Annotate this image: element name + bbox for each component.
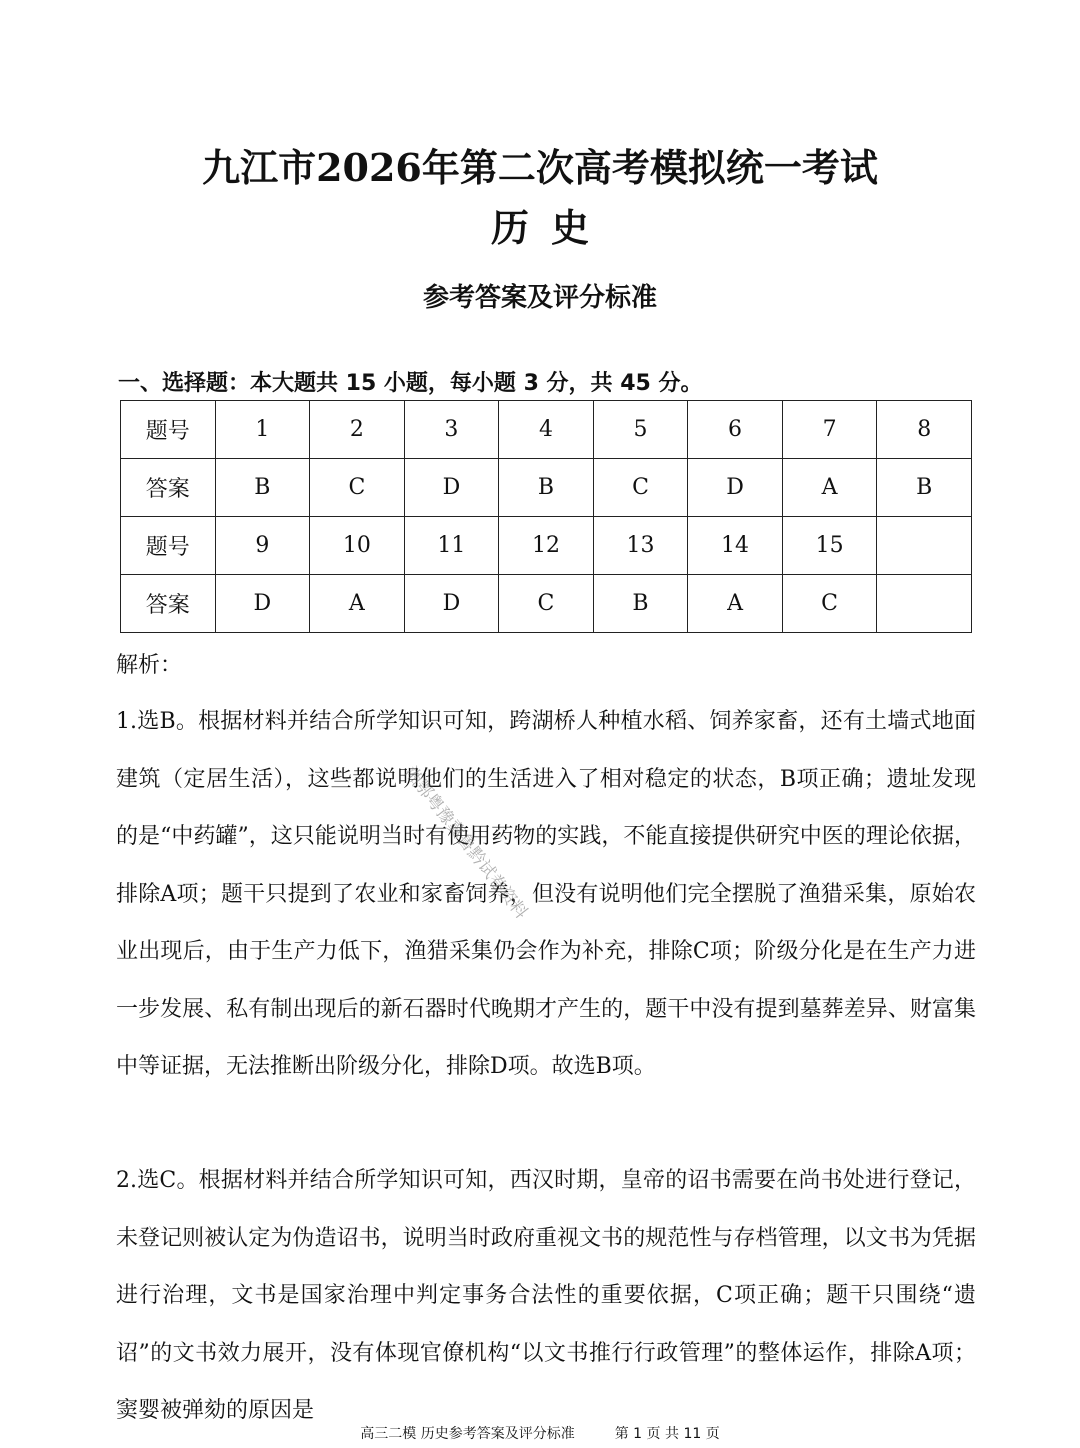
- page-footer: [0, 1424, 1080, 1444]
- table-cell: 14: [688, 517, 783, 575]
- table-row-label: 题号: [121, 517, 216, 575]
- table-row-label: 题号: [121, 401, 216, 459]
- analysis-paragraph-1: 1.选B。根据材料并结合所学知识可知，跨湖桥人种植水稻、饲养家畜，还有土墙式地面建筑（定居生活），这些都说明他们的生活进入了相对稳定的状态，B项正确；遗址发现的是“中药罐”，这只能说明当时有使用药物的实践，不能直接提供研究中医的理论依据，排除A项；题干只提到了农业和家畜饲养，但没有说明他们完全摆脱了渔猎采集，原始农业出现后，由于生产力低下，渔猎采集仍会作为补充，排除C项；阶级分化是在生产力进一步发展、私有制出现后的新石器时代晚期才产生的，题干中没有提到墓葬差异、财富集中等证据，无法推断出阶级分化，排除D项。故选B项。: [116, 709, 976, 1079]
- answer-table: [120, 400, 972, 633]
- table-cell: B: [593, 575, 688, 633]
- table-cell: D: [215, 575, 310, 633]
- section-heading: 一、选择题：本大题共 15 小题，每小题 3 分，共 45 分。: [118, 371, 703, 396]
- table-cell: A: [782, 459, 877, 517]
- analysis-paragraph-2: 2.选C。根据材料并结合所学知识可知，西汉时期，皇帝的诏书需要在尚书处进行登记，未登记则被认定为伪造诏书，说明当时政府重视文书的规范性与存档管理，以文书为凭据进行治理，文书是国家治理中判定事务合法性的重要依据，C项正确；题干只围绕“遗诏”的文书效力展开，没有体现官僚机构“以文书推行行政管理”的整体运作，排除A项；窦婴被弹劾的原因是: [116, 1168, 976, 1423]
- table-cell: 1: [215, 401, 310, 459]
- analysis-label: 解析：: [116, 653, 183, 678]
- table-cell: 15: [782, 517, 877, 575]
- table-cell: D: [404, 459, 499, 517]
- table-cell: 6: [688, 401, 783, 459]
- table-cell: C: [782, 575, 877, 633]
- table-cell: C: [310, 459, 405, 517]
- watermark-text: 湘鄂粤豫冀鲁黔试卷资料: [400, 763, 532, 923]
- table-cell: 10: [310, 517, 405, 575]
- table-cell: 9: [215, 517, 310, 575]
- table-cell: D: [404, 575, 499, 633]
- table-row-label: 答案: [121, 459, 216, 517]
- table-row: [121, 575, 972, 633]
- table-cell: [877, 575, 972, 633]
- table-cell: 7: [782, 401, 877, 459]
- footer-page-number: 第 1 页 共 11 页: [614, 1426, 720, 1442]
- table-cell: B: [215, 459, 310, 517]
- table-cell: 2: [310, 401, 405, 459]
- table-cell: A: [688, 575, 783, 633]
- table-cell: A: [310, 575, 405, 633]
- table-cell: 13: [593, 517, 688, 575]
- table-cell: B: [499, 459, 594, 517]
- table-cell: [877, 517, 972, 575]
- table-row: [121, 401, 972, 459]
- document-title: 九江市2026年第二次高考模拟统一考试: [202, 145, 878, 190]
- table-cell: 4: [499, 401, 594, 459]
- footer-title: 高三二模 历史参考答案及评分标准: [360, 1426, 575, 1442]
- table-row: [121, 459, 972, 517]
- table-row: [121, 517, 972, 575]
- table-cell: D: [688, 459, 783, 517]
- table-cell: C: [499, 575, 594, 633]
- document-subtitle: 参考答案及评分标准: [422, 283, 657, 313]
- table-cell: B: [877, 459, 972, 517]
- table-cell: 8: [877, 401, 972, 459]
- table-cell: 11: [404, 517, 499, 575]
- table-row-label: 答案: [121, 575, 216, 633]
- table-cell: 3: [404, 401, 499, 459]
- table-cell: 5: [593, 401, 688, 459]
- subject-title: 历史: [490, 206, 611, 250]
- table-cell: 12: [499, 517, 594, 575]
- table-cell: C: [593, 459, 688, 517]
